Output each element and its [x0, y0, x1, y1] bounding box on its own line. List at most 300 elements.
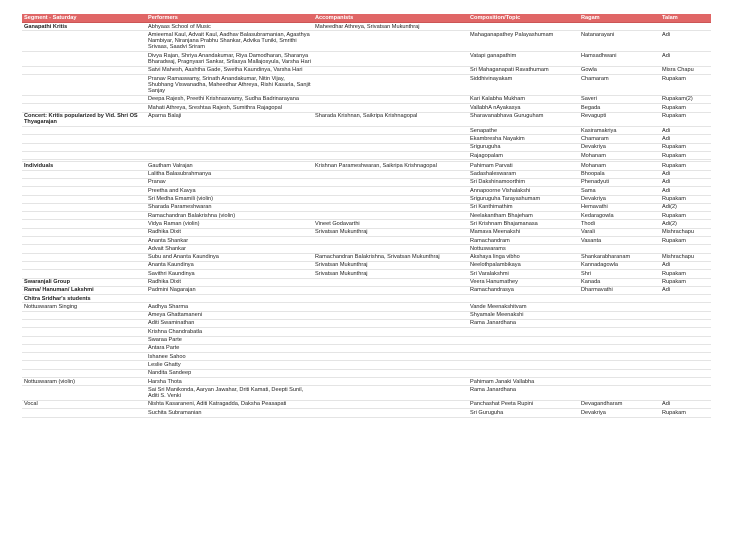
talam-cell[interactable]: Rupakam [660, 270, 711, 278]
composition-cell[interactable] [468, 344, 579, 352]
table-row [22, 127, 711, 135]
talam-cell[interactable]: Misra Chapu [660, 66, 711, 74]
table-row [22, 187, 711, 195]
performers-cell[interactable]: Ananta Kaundinya [146, 261, 313, 269]
talam-cell[interactable]: Rupakam [660, 409, 711, 417]
performers-cell[interactable]: Ishanee Sahoo [146, 353, 313, 361]
ragam-cell[interactable]: Devakriya [579, 143, 660, 151]
performers-cell[interactable]: Radhika Dixit [146, 278, 313, 286]
composition-cell[interactable]: Veera Hanumathey [468, 278, 579, 286]
performers-cell[interactable]: Ameya Ghattamaneni [146, 311, 313, 319]
talam-cell[interactable]: Adi [660, 127, 711, 135]
composition-cell[interactable]: Rama Janardhana [468, 319, 579, 327]
ragam-cell[interactable]: Kannadagowla [579, 261, 660, 269]
performers-cell[interactable]: Preetha and Kavya [146, 187, 313, 195]
performers-cell[interactable]: Pranav [146, 178, 313, 186]
ragam-cell[interactable]: Mohanam [579, 162, 660, 170]
accompanists-cell[interactable]: Sharada Krishnan, Saikripa Krishnagopal [313, 112, 468, 127]
performers-cell[interactable]: Krishna Chandrabatla [146, 328, 313, 336]
composition-cell[interactable]: Sri Krishnam Bhajamanasa [468, 220, 579, 228]
ragam-cell[interactable]: Chamaram [579, 75, 660, 96]
talam-cell[interactable]: Adi [660, 170, 711, 178]
performers-cell[interactable]: Harsha Thota [146, 378, 313, 386]
accompanists-cell[interactable] [313, 278, 468, 286]
segment-cell[interactable] [22, 152, 146, 160]
table-row [22, 162, 711, 170]
performers-cell[interactable]: Subu and Ananta Kaundinya [146, 253, 313, 261]
ragam-cell[interactable]: Gowla [579, 66, 660, 74]
accompanists-cell[interactable] [313, 311, 468, 319]
table-row [22, 328, 711, 336]
accompanists-cell[interactable]: Srivatsan Mukunthraj [313, 270, 468, 278]
performers-cell[interactable]: Leslie Ghatty [146, 361, 313, 369]
ragam-cell[interactable]: Kasiramakriya [579, 127, 660, 135]
performers-cell[interactable] [146, 152, 313, 160]
segment-cell[interactable] [22, 195, 146, 203]
ragam-cell[interactable]: Devakriya [579, 195, 660, 203]
composition-cell[interactable]: Sri Varalakshmi [468, 270, 579, 278]
ragam-cell[interactable]: Kanada [579, 278, 660, 286]
segment-cell[interactable] [22, 75, 146, 96]
table-body [22, 23, 711, 418]
performers-cell[interactable]: Radhika Dixit [146, 228, 313, 236]
table-row [22, 261, 711, 269]
segment-cell[interactable] [22, 409, 146, 417]
accompanists-cell[interactable]: Ramachandran Balakrishna, Srivatsan Mukunthraj [313, 253, 468, 261]
ragam-cell[interactable]: Revagupti [579, 112, 660, 127]
performers-cell[interactable]: Ramachandran Balakrishna (violin) [146, 212, 313, 220]
segment-cell[interactable] [22, 104, 146, 112]
talam-cell[interactable]: Adi [660, 187, 711, 195]
composition-cell[interactable] [468, 369, 579, 377]
talam-cell[interactable]: Mishrachapu [660, 253, 711, 261]
ragam-cell[interactable]: Devagandharam [579, 400, 660, 408]
composition-cell[interactable]: Rama Janardhana [468, 386, 579, 401]
accompanists-cell[interactable]: Srivatsan Mukunthraj [313, 261, 468, 269]
program-table [22, 14, 711, 418]
accompanists-cell[interactable]: Maheedhar Athreya, Srivatsan Mukunthraj [313, 23, 468, 31]
composition-cell[interactable]: Neelothpalambikaya [468, 261, 579, 269]
ragam-cell[interactable]: Sama [579, 187, 660, 195]
accompanists-cell[interactable] [313, 409, 468, 417]
table-row [22, 369, 711, 377]
talam-cell[interactable] [660, 245, 711, 253]
talam-cell[interactable]: Rupakam [660, 237, 711, 245]
performers-cell[interactable] [146, 135, 313, 143]
composition-cell[interactable]: Sadashaleswaram [468, 170, 579, 178]
ragam-cell[interactable] [579, 23, 660, 31]
performers-cell[interactable]: Savithri Kaundinya [146, 270, 313, 278]
table-row [22, 344, 711, 352]
composition-cell[interactable]: Sriguruguha [468, 143, 579, 151]
ragam-cell[interactable]: Shankarabharanam [579, 253, 660, 261]
performers-cell[interactable]: Aditi Swaminathan [146, 319, 313, 327]
header-cell-ragam[interactable]: Ragam [579, 14, 660, 23]
composition-cell[interactable]: Ramachandrasya [468, 286, 579, 294]
accompanists-cell[interactable]: Vineet Godavarthi [313, 220, 468, 228]
ragam-cell[interactable]: Shri [579, 270, 660, 278]
segment-cell[interactable] [22, 31, 146, 52]
talam-cell[interactable]: Rupakam [660, 104, 711, 112]
performers-cell[interactable] [146, 295, 313, 303]
talam-cell[interactable]: Adi [660, 261, 711, 269]
talam-cell[interactable]: Rupakam [660, 212, 711, 220]
talam-cell[interactable]: Adi [660, 52, 711, 67]
ragam-cell[interactable] [579, 245, 660, 253]
composition-cell[interactable]: Vatapi ganapathim [468, 52, 579, 67]
segment-cell[interactable]: Swaranjali Group [22, 278, 146, 286]
performers-cell[interactable]: Suchita Subramanian [146, 409, 313, 417]
accompanists-cell[interactable] [313, 135, 468, 143]
performers-cell[interactable]: Nishta Kasaraneni, Aditi Katragadda, Daksha Peasapati [146, 400, 313, 408]
talam-cell[interactable] [660, 328, 711, 336]
header-cell-performers[interactable]: Performers [146, 14, 313, 23]
ragam-cell[interactable] [579, 353, 660, 361]
header-cell-accompanists[interactable]: Accompanists [313, 14, 468, 23]
composition-cell[interactable]: Rajagopalam [468, 152, 579, 160]
segment-cell[interactable] [22, 261, 146, 269]
accompanists-cell[interactable] [313, 386, 468, 401]
segment-cell[interactable] [22, 319, 146, 327]
talam-cell[interactable]: Rupakam [660, 75, 711, 96]
talam-cell[interactable]: Adi(2) [660, 203, 711, 211]
talam-cell[interactable] [660, 353, 711, 361]
segment-cell[interactable]: Nottuswaram Singing [22, 303, 146, 311]
talam-cell[interactable]: Rupakam [660, 143, 711, 151]
accompanists-cell[interactable] [313, 152, 468, 160]
composition-cell[interactable] [468, 23, 579, 31]
talam-cell[interactable] [660, 23, 711, 31]
table-row [22, 152, 711, 160]
segment-cell[interactable] [22, 95, 146, 103]
table-row [22, 23, 711, 31]
spreadsheet [22, 14, 711, 418]
table-row [22, 31, 711, 52]
table-row [22, 52, 711, 67]
talam-cell[interactable] [660, 386, 711, 401]
accompanists-cell[interactable] [313, 31, 468, 52]
talam-cell[interactable] [660, 361, 711, 369]
ragam-cell[interactable]: Dharmavathi [579, 286, 660, 294]
composition-cell[interactable]: Kari Kalabha Mukham [468, 95, 579, 103]
performers-cell[interactable]: Divya Rajan, Shriya Anandakumar, Riya Damodharan, Sharanya Bharadwaj, Pragnyasri Sankar, Srilasya Mallajosyula, Varsha Hari [146, 52, 313, 67]
segment-cell[interactable] [22, 66, 146, 74]
performers-cell[interactable]: Lalitha Balasubrahmanya [146, 170, 313, 178]
composition-cell[interactable]: VallabhA nAyakasya [468, 104, 579, 112]
header-cell-talam[interactable]: Talam [660, 14, 711, 23]
segment-cell[interactable] [22, 228, 146, 236]
segment-cell[interactable]: Nottuswaram (violin) [22, 378, 146, 386]
talam-cell[interactable]: Rupakam [660, 278, 711, 286]
talam-cell[interactable]: Rupakam [660, 112, 711, 127]
ragam-cell[interactable] [579, 303, 660, 311]
segment-cell[interactable] [22, 245, 146, 253]
talam-cell[interactable] [660, 369, 711, 377]
accompanists-cell[interactable]: Krishnan Parameshwaran, Saikripa Krishnagopal [313, 162, 468, 170]
segment-cell[interactable] [22, 253, 146, 261]
composition-cell[interactable] [468, 328, 579, 336]
talam-cell[interactable]: Rupakam [660, 152, 711, 160]
segment-cell[interactable] [22, 361, 146, 369]
segment-cell[interactable] [22, 270, 146, 278]
performers-cell[interactable]: Satvi Mahesh, Aashtha Gade, Swetha Kaundinya, Varsha Hari [146, 66, 313, 74]
composition-cell[interactable]: Ramachandram [468, 237, 579, 245]
talam-cell[interactable]: Mishrachapu [660, 228, 711, 236]
segment-cell[interactable] [22, 353, 146, 361]
table-row [22, 270, 711, 278]
accompanists-cell[interactable] [313, 328, 468, 336]
table-row [22, 66, 711, 74]
accompanists-cell[interactable] [313, 295, 468, 303]
segment-cell[interactable] [22, 127, 146, 135]
segment-cell[interactable] [22, 220, 146, 228]
accompanists-cell[interactable] [313, 187, 468, 195]
accompanists-cell[interactable] [313, 353, 468, 361]
accompanists-cell[interactable]: Srivatsan Mukunthraj [313, 228, 468, 236]
talam-cell[interactable]: Rupakam(2) [660, 95, 711, 103]
table-row [22, 286, 711, 294]
ragam-cell[interactable]: Hemavathi [579, 203, 660, 211]
talam-cell[interactable] [660, 319, 711, 327]
performers-cell[interactable]: Abhyaas School of Music [146, 23, 313, 31]
ragam-cell[interactable] [579, 369, 660, 377]
segment-cell[interactable]: Rama/ Hanuman/ Lakshmi [22, 286, 146, 294]
accompanists-cell[interactable] [313, 336, 468, 344]
segment-cell[interactable] [22, 170, 146, 178]
accompanists-cell[interactable] [313, 195, 468, 203]
accompanists-cell[interactable] [313, 286, 468, 294]
table-row [22, 195, 711, 203]
ragam-cell[interactable]: Hamsadhwani [579, 52, 660, 67]
accompanists-cell[interactable] [313, 245, 468, 253]
accompanists-cell[interactable] [313, 127, 468, 135]
ragam-cell[interactable] [579, 319, 660, 327]
performers-cell[interactable]: Advait Shankar [146, 245, 313, 253]
composition-cell[interactable]: Siddhivinayakam [468, 75, 579, 96]
segment-cell[interactable]: Ganapathi Kritis [22, 23, 146, 31]
performers-cell[interactable]: Gautham Valrajan [146, 162, 313, 170]
table-row [22, 336, 711, 344]
table-row [22, 135, 711, 143]
talam-cell[interactable]: Rupakam [660, 195, 711, 203]
talam-cell[interactable] [660, 336, 711, 344]
performers-cell[interactable]: Padmini Nagarajan [146, 286, 313, 294]
ragam-cell[interactable]: Vasanta [579, 237, 660, 245]
table-row [22, 245, 711, 253]
ragam-cell[interactable] [579, 311, 660, 319]
ragam-cell[interactable]: Chamaram [579, 135, 660, 143]
talam-cell[interactable] [660, 311, 711, 319]
composition-cell[interactable] [468, 353, 579, 361]
accompanists-cell[interactable] [313, 400, 468, 408]
performers-cell[interactable]: Amieemal Kaul, Advait Kaul, Aadhav Balasubramanian, Agasthya Nambiyar, Niranjana Prabhu Shankar, Advika Tuniki, Smrithi Srivaas, Saadvi Sriram [146, 31, 313, 52]
composition-cell[interactable] [468, 361, 579, 369]
table-row [22, 386, 711, 401]
table-row [22, 220, 711, 228]
accompanists-cell[interactable] [313, 303, 468, 311]
composition-cell[interactable]: Pahimam Janaki Vallabha [468, 378, 579, 386]
talam-cell[interactable]: Adi(2) [660, 220, 711, 228]
composition-cell[interactable]: Sri Kanthimathim [468, 203, 579, 211]
performers-cell[interactable] [146, 127, 313, 135]
segment-cell[interactable]: Individuals [22, 162, 146, 170]
composition-cell[interactable]: Vande Meenakshitvam [468, 303, 579, 311]
accompanists-cell[interactable] [313, 378, 468, 386]
table-row [22, 278, 711, 286]
ragam-cell[interactable]: Bhoopala [579, 170, 660, 178]
table-row [22, 253, 711, 261]
talam-cell[interactable]: Adi [660, 178, 711, 186]
composition-cell[interactable]: Sri Dakshinamoorthim [468, 178, 579, 186]
performers-cell[interactable] [146, 143, 313, 151]
table-row [22, 353, 711, 361]
segment-cell[interactable] [22, 344, 146, 352]
ragam-cell[interactable]: Natanarayani [579, 31, 660, 52]
talam-cell[interactable] [660, 378, 711, 386]
accompanists-cell[interactable] [313, 212, 468, 220]
segment-cell[interactable] [22, 135, 146, 143]
composition-cell[interactable]: Senapathe [468, 127, 579, 135]
composition-cell[interactable]: Sharavanabhava Guruguham [468, 112, 579, 127]
accompanists-cell[interactable] [313, 203, 468, 211]
ragam-cell[interactable]: Kedaragowla [579, 212, 660, 220]
performers-cell[interactable]: Swaraa Parte [146, 336, 313, 344]
table-row [22, 95, 711, 103]
table-row [22, 378, 711, 386]
segment-cell[interactable] [22, 369, 146, 377]
performers-cell[interactable]: Ananta Shankar [146, 237, 313, 245]
segment-cell[interactable]: Chitra Sridhar's students [22, 295, 146, 303]
composition-cell[interactable] [468, 336, 579, 344]
performers-cell[interactable]: Sharada Parameshwaran [146, 203, 313, 211]
performers-cell[interactable]: Aadhya Sharma [146, 303, 313, 311]
segment-cell[interactable] [22, 311, 146, 319]
accompanists-cell[interactable] [313, 319, 468, 327]
table-row [22, 212, 711, 220]
accompanists-cell[interactable] [313, 344, 468, 352]
table-row [22, 104, 711, 112]
ragam-cell[interactable]: Saveri [579, 95, 660, 103]
table-row [22, 203, 711, 211]
performers-cell[interactable]: Vidya Raman (violin) [146, 220, 313, 228]
ragam-cell[interactable] [579, 295, 660, 303]
ragam-cell[interactable]: Mohanam [579, 152, 660, 160]
composition-cell[interactable]: Panchashat Peeta Rupini [468, 400, 579, 408]
performers-cell[interactable]: Deepa Rajesh, Preethi Krishnaswamy, Sudha Badrinarayana [146, 95, 313, 103]
segment-cell[interactable] [22, 336, 146, 344]
table-row [22, 75, 711, 96]
ragam-cell[interactable] [579, 336, 660, 344]
table-row [22, 311, 711, 319]
accompanists-cell[interactable] [313, 178, 468, 186]
table-row [22, 228, 711, 236]
accompanists-cell[interactable] [313, 170, 468, 178]
segment-cell[interactable] [22, 237, 146, 245]
segment-cell[interactable] [22, 386, 146, 401]
composition-cell[interactable]: Mamava Meenakshi [468, 228, 579, 236]
accompanists-cell[interactable] [313, 66, 468, 74]
accompanists-cell[interactable] [313, 95, 468, 103]
segment-cell[interactable] [22, 328, 146, 336]
composition-cell[interactable] [468, 295, 579, 303]
performers-cell[interactable]: Aparna Balaji [146, 112, 313, 127]
header-row [22, 14, 711, 23]
talam-cell[interactable] [660, 303, 711, 311]
talam-cell[interactable]: Adi [660, 400, 711, 408]
table-row [22, 319, 711, 327]
composition-cell[interactable]: Neelakantham Bhajeham [468, 212, 579, 220]
ragam-cell[interactable]: Begada [579, 104, 660, 112]
composition-cell[interactable]: Sriguruguha Tarayashumam [468, 195, 579, 203]
accompanists-cell[interactable] [313, 361, 468, 369]
header-cell-segment[interactable]: Segment - Saturday [22, 14, 146, 23]
segment-cell[interactable] [22, 178, 146, 186]
table-row [22, 400, 711, 408]
performers-cell[interactable]: Mahati Athreya, Sreshtaa Rajesh, Sumithra Rajagopal [146, 104, 313, 112]
talam-cell[interactable]: Rupakam [660, 162, 711, 170]
performers-cell[interactable]: Sri Medha Emamili (violin) [146, 195, 313, 203]
ragam-cell[interactable]: Phenadyuti [579, 178, 660, 186]
composition-cell[interactable]: Ekambresha Nayakim [468, 135, 579, 143]
ragam-cell[interactable]: Thodi [579, 220, 660, 228]
segment-cell[interactable]: Vocal [22, 400, 146, 408]
accompanists-cell[interactable] [313, 75, 468, 96]
talam-cell[interactable]: Adi [660, 135, 711, 143]
ragam-cell[interactable]: Varali [579, 228, 660, 236]
table-row [22, 178, 711, 186]
table-row [22, 237, 711, 245]
composition-cell[interactable]: Akshaya linga vibho [468, 253, 579, 261]
table-row [22, 409, 711, 417]
table-row [22, 112, 711, 127]
composition-cell[interactable]: Annapoorne Vishalakshi [468, 187, 579, 195]
ragam-cell[interactable]: Devakriya [579, 409, 660, 417]
talam-cell[interactable] [660, 344, 711, 352]
composition-cell[interactable]: Shyamale Meenakshi [468, 311, 579, 319]
segment-cell[interactable] [22, 203, 146, 211]
performers-cell[interactable]: Antara Parte [146, 344, 313, 352]
accompanists-cell[interactable] [313, 237, 468, 245]
talam-cell[interactable] [660, 295, 711, 303]
composition-cell[interactable]: Mahaganapathey Palayashumam [468, 31, 579, 52]
ragam-cell[interactable] [579, 328, 660, 336]
talam-cell[interactable]: Adi [660, 31, 711, 52]
header-cell-composition[interactable]: Composition/Topic [468, 14, 579, 23]
ragam-cell[interactable] [579, 378, 660, 386]
accompanists-cell[interactable] [313, 369, 468, 377]
composition-cell[interactable]: Sri Mahaganapati Ravathumam [468, 66, 579, 74]
performers-cell[interactable]: Nandita Sandeep [146, 369, 313, 377]
table-row [22, 361, 711, 369]
segment-cell[interactable] [22, 143, 146, 151]
segment-cell[interactable] [22, 187, 146, 195]
composition-cell[interactable]: Nottuswarams [468, 245, 579, 253]
talam-cell[interactable]: Adi [660, 286, 711, 294]
segment-cell[interactable] [22, 212, 146, 220]
ragam-cell[interactable] [579, 361, 660, 369]
performers-cell[interactable]: Pranav Ramaswamy, Srinath Anandakumar, Nitin Vijay, Shubhang Viswanadha, Maheedhar Athreya, Rishi Kasarla, Sanjit Sanjay [146, 75, 313, 96]
accompanists-cell[interactable] [313, 143, 468, 151]
segment-cell[interactable]: Concert: Kritis popularized by Vid. Shri OS Thyagarajan [22, 112, 146, 127]
ragam-cell[interactable] [579, 386, 660, 401]
segment-cell[interactable] [22, 52, 146, 67]
accompanists-cell[interactable] [313, 104, 468, 112]
accompanists-cell[interactable] [313, 52, 468, 67]
composition-cell[interactable]: Pahimam Parvati [468, 162, 579, 170]
ragam-cell[interactable] [579, 344, 660, 352]
composition-cell[interactable]: Sri Guruguha [468, 409, 579, 417]
performers-cell[interactable]: Sai Sri Manikonda, Aaryan Jawahar, Driti Kamati, Deepti Sunil, Aditi S. Venki [146, 386, 313, 401]
